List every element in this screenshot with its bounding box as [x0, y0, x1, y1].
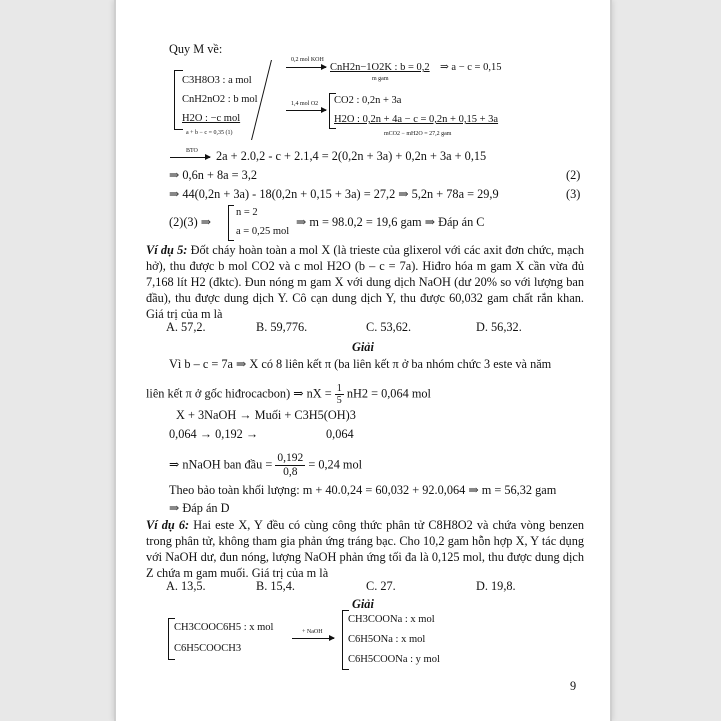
ex5-option-c: C. 53,62.	[366, 320, 412, 334]
fraction-one-fifth	[335, 383, 344, 406]
equation-2: ⇒ 0,6n + 8a = 3,2	[169, 168, 258, 182]
left-note: a + b − c = 0,35 (1)	[186, 130, 233, 136]
ex5-step-1: Vì b – c = 7a ⇒ X có 8 liên kết π (ba liên kết π ở ba nhóm chức 3 este và năm	[169, 357, 552, 371]
salt-2: C6H5ONa : x mol	[348, 634, 426, 645]
example-6-problem: Hai este X, Y đều có cùng công thức phân tử C8H8O2 và chứa vòng benzen trong phân tử, không tham gia phản ứng tráng bạc. Cho 10,2 gam hỗn hợp X, Y tác dụng với NaOH dư, đun nóng, lượng NaOH phản ứng tối đa là 0,125 mol, thu được dung dịch Z chứa m gam muối. Giá trị của m là	[146, 518, 585, 580]
example-5-text	[146, 242, 584, 322]
fraction-denominator: 0,8	[283, 466, 298, 478]
equation-3-tag: (3)	[566, 187, 581, 201]
fraction-numerator: 1	[336, 383, 342, 394]
page-number: 9	[570, 679, 577, 693]
ex5-reaction: X + 3NaOH → Muối + C3H5(OH)3	[176, 408, 356, 422]
co2-line: CO2 : 0,2n + 3a	[334, 95, 402, 106]
ex5-naoh-label: ⇒ nNaOH ban đầu =	[169, 457, 273, 472]
system-brace	[228, 205, 234, 241]
fraction-numerator: 0,192	[277, 452, 304, 464]
o2-arrow	[286, 110, 326, 111]
ex5-step-2	[146, 383, 431, 406]
fraction-denominator: 5	[336, 395, 342, 406]
system-line-2: a = 0,25 mol	[236, 226, 290, 237]
ex5-option-a: A. 57,2.	[166, 320, 206, 334]
ex6-option-c: C. 27.	[366, 579, 396, 593]
ex5-naoh-value: = 0,24 mol	[308, 457, 363, 472]
ex5-naoh-initial	[169, 452, 362, 479]
equation-2-tag: (2)	[566, 168, 581, 182]
bto-label: BTO	[186, 148, 198, 154]
ex5-option-b: B. 59,776.	[256, 320, 308, 334]
system-line-1: n = 2	[236, 207, 258, 218]
example-6-label: Ví dụ 6:	[146, 518, 190, 532]
ex6-option-d: D. 19,8.	[476, 579, 516, 593]
ester-x: CH3COOC6H5 : x mol	[174, 622, 274, 633]
salt-3: C6H5COONa : y mol	[348, 654, 440, 665]
salt-conclusion: ⇒ a − c = 0,15	[440, 62, 502, 73]
ex5-option-d: D. 56,32.	[476, 320, 522, 334]
ester-y: C6H5COOCH3	[174, 643, 242, 654]
h2o-line: H2O : 0,2n + 4a − c = 0,2n + 0,15 + 3a	[334, 114, 499, 125]
ex5-step-2-b: nH2 = 0,064 mol	[346, 386, 431, 401]
example-5-problem: Đốt cháy hoàn toàn a mol X (là trieste của glixerol với các axit đơn chức, mạch hở), thu được b mol CO2 và c mol H2O (b – c = 7a). Hiđro hóa m gam X cần vừa đủ 7,168 lít H2 (đktc). Đun nóng m gam X với dung dịch NaOH (dư 20% so với lượng ban đầu), thu được dung dịch Y. Cô cạn dung dịch Y, thu được 60,032 gam chất rắn khan. Giá trị của m là	[146, 243, 584, 321]
ex5-moles-b: 0,064	[326, 427, 354, 441]
salt-result-note: m gam	[372, 76, 389, 82]
equation-1: 2a + 2.0,2 - c + 2.1,4 = 2(0,2n + 3a) + 0,2n + 3a + 0,15	[216, 149, 487, 163]
bto-arrow	[170, 157, 210, 158]
naoh-arrow	[292, 638, 334, 639]
ex6-option-a: A. 13,5.	[166, 579, 206, 593]
koh-arrow-label: 0,2 mol KOH	[291, 57, 324, 63]
ex5-moles-a: 0,064 → 0,192 →	[169, 427, 259, 441]
naoh-arrow-label: + NaOH	[302, 629, 323, 635]
salt-result: CnH2n−1O2K : b = 0,2	[330, 62, 430, 73]
m-component-2: CnH2nO2 : b mol	[182, 94, 258, 105]
system-result: ⇒ m = 98.0,2 = 19,6 gam ⇒ Đáp án C	[296, 215, 485, 229]
intro-text: Quy M về:	[169, 42, 223, 56]
salt-1: CH3COONa : x mol	[348, 614, 435, 625]
equation-3: ⇒ 44(0,2n + 3a) - 18(0,2n + 0,15 + 3a) = 27,2 ⇒ 5,2n + 78a = 29,9	[169, 187, 499, 201]
system-prefix: (2)(3) ⇒	[169, 215, 212, 229]
mass-diff-note: mCO2 − mH2O = 27,2 gam	[384, 131, 452, 137]
ex6-option-b: B. 15,4.	[256, 579, 295, 593]
ex5-answer: ⇒ Đáp án D	[169, 501, 230, 515]
m-component-3: H2O : −c mol	[182, 113, 241, 124]
ex5-step-2-a: liên kết π ở gốc hiđrocacbon) ⇒ nX =	[146, 386, 332, 401]
o2-arrow-label: 1,4 mol O2	[291, 101, 319, 107]
koh-arrow	[286, 67, 326, 68]
ex5-mass-balance: Theo bảo toàn khối lượng: m + 40.0,24 = 60,032 + 92.0,064 ⇒ m = 56,32 gam	[169, 483, 557, 497]
example-5-label: Ví dụ 5:	[146, 243, 188, 257]
document-page	[114, 0, 612, 721]
m-component-1: C3H8O3 : a mol	[182, 75, 252, 86]
ex6-solution-heading: Giải	[352, 597, 374, 611]
ex5-solution-heading: Giải	[352, 340, 374, 354]
fraction-naoh	[275, 452, 305, 479]
example-6-text	[146, 517, 584, 581]
